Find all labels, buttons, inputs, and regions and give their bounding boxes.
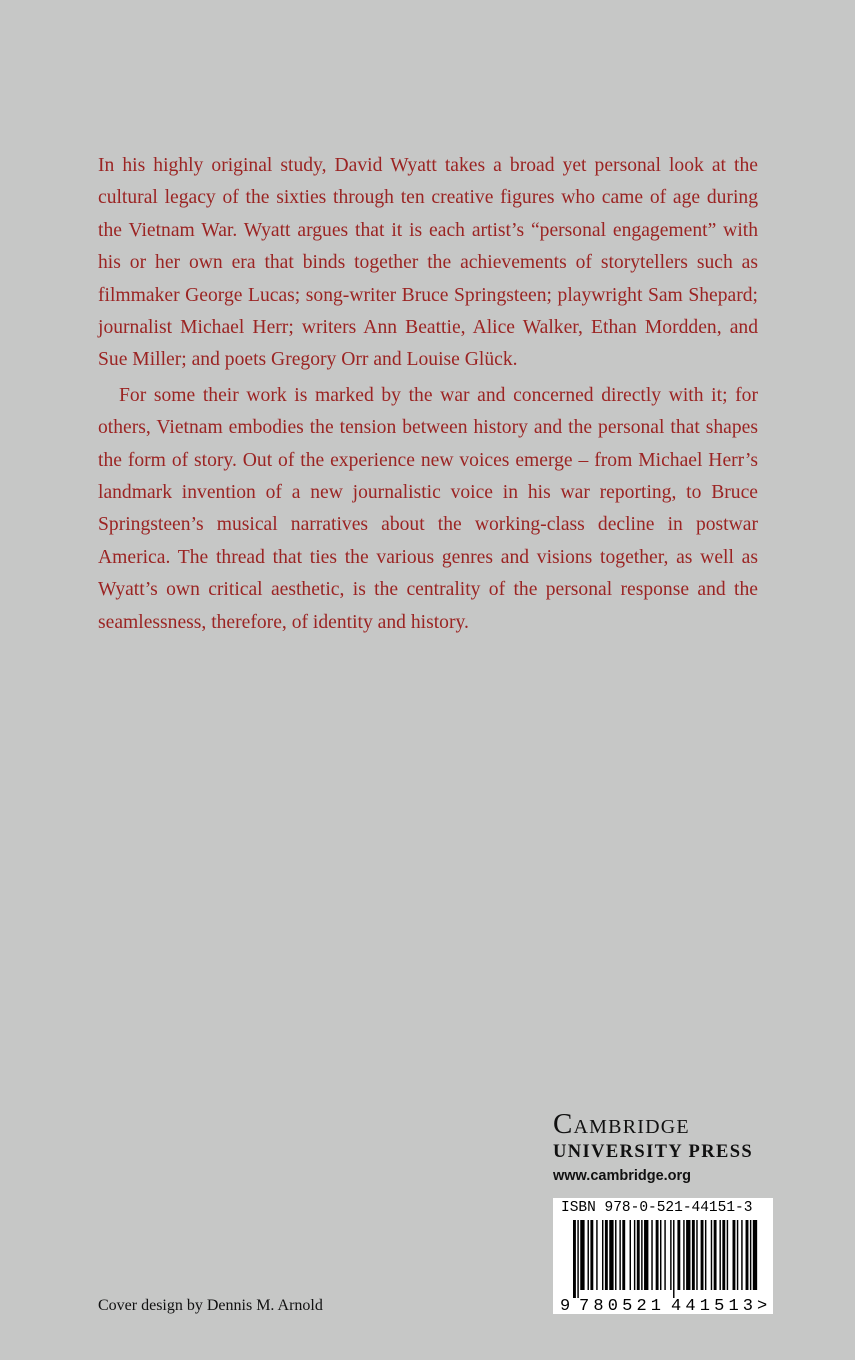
barcode-bar — [746, 1220, 749, 1290]
publisher-logo — [553, 1108, 775, 1186]
barcode-bar — [605, 1220, 608, 1290]
barcode-digits-right: 441513 — [671, 1297, 753, 1314]
barcode-digits-left: 780521 — [579, 1297, 661, 1314]
barcode-bar — [588, 1220, 589, 1290]
isbn-barcode — [553, 1198, 773, 1314]
barcode-bar — [701, 1220, 704, 1290]
barcode-bar — [741, 1220, 742, 1290]
barcode-bar — [686, 1220, 690, 1290]
barcode-bar — [651, 1220, 652, 1290]
barcode-bar — [602, 1220, 603, 1290]
barcode-bar — [719, 1220, 720, 1290]
barcode-bar — [660, 1220, 661, 1290]
barcode-bar — [714, 1220, 717, 1290]
barcode-bar — [727, 1220, 728, 1290]
barcode-bar — [750, 1220, 751, 1290]
barcode-bar — [641, 1220, 642, 1290]
barcode-bar — [644, 1220, 648, 1290]
barcode-digit-first: 9 — [560, 1297, 571, 1314]
barcode-bar — [630, 1220, 631, 1290]
barcode-graphic — [553, 1198, 773, 1314]
barcode-bar — [664, 1220, 665, 1290]
blurb-paragraph-2: For some their work is marked by the war and concerned directly with it; for others, Vietnam embodies the tension between history and the personal that shapes the form of story. Out of the experience new voices emerge – from Michael Herr’s landmark invention of a new journalistic voice in his war reporting, to Bruce Springsteen’s musical narratives about the working-class decline in postwar America. The thread that ties the various genres and visions together, as well as Wyatt’s own critical aesthetic, is the centrality of the personal response and the seamlessness, therefore, of identity and history. — [98, 384, 758, 633]
barcode-bar — [609, 1220, 613, 1290]
barcode-bar — [619, 1220, 620, 1290]
barcode-bar — [580, 1220, 584, 1290]
publisher-subtitle: UNIVERSITY PRESS — [553, 1142, 754, 1162]
barcode-bar — [711, 1220, 712, 1290]
barcode-bars — [573, 1220, 757, 1298]
back-cover-blurb — [98, 150, 758, 639]
barcode-bar — [737, 1220, 738, 1290]
barcode-bar — [622, 1220, 625, 1290]
barcode-bar — [722, 1220, 725, 1290]
barcode-bar — [634, 1220, 635, 1290]
barcode-bar — [683, 1220, 684, 1290]
blurb-paragraph-1: In his highly original study, David Wyatt takes a broad yet personal look at the cultural legacy of the sixties through ten creative figures who came of age during the Vietnam War. Wyatt argues that it is each artist’s “personal engagement” with his or her own era that binds together the achievements of storytellers such as filmmaker George Lucas; song-writer Bruce Springsteen; playwright Sam Shepard; journalist Michael Herr; writers Ann Beattie, Alice Walker, Ethan Mordden, and Sue Miller; and poets Gregory Orr and Louise Glück. — [98, 155, 758, 371]
barcode-bar — [670, 1220, 671, 1290]
barcode-bar — [673, 1220, 674, 1298]
publisher-url: www.cambridge.org — [553, 1168, 692, 1184]
barcode-bar — [573, 1220, 576, 1298]
barcode-bar — [705, 1220, 706, 1290]
barcode-bar — [596, 1220, 597, 1290]
barcode-bar — [696, 1220, 697, 1290]
barcode-bar — [733, 1220, 736, 1290]
barcode-bar — [577, 1220, 578, 1298]
barcode-bar — [637, 1220, 640, 1290]
barcode-quiet-mark: > — [757, 1297, 768, 1314]
barcode-bar — [677, 1220, 680, 1290]
isbn-label: ISBN 978-0-521-44151-3 — [561, 1200, 753, 1216]
barcode-bar — [753, 1220, 757, 1290]
barcode-bar — [615, 1220, 616, 1290]
cover-design-credit: Cover design by Dennis M. Arnold — [98, 1297, 323, 1314]
barcode-bar — [692, 1220, 695, 1290]
publisher-name: Cambridge — [553, 1108, 690, 1140]
barcode-bar — [590, 1220, 593, 1290]
barcode-bar — [656, 1220, 659, 1290]
